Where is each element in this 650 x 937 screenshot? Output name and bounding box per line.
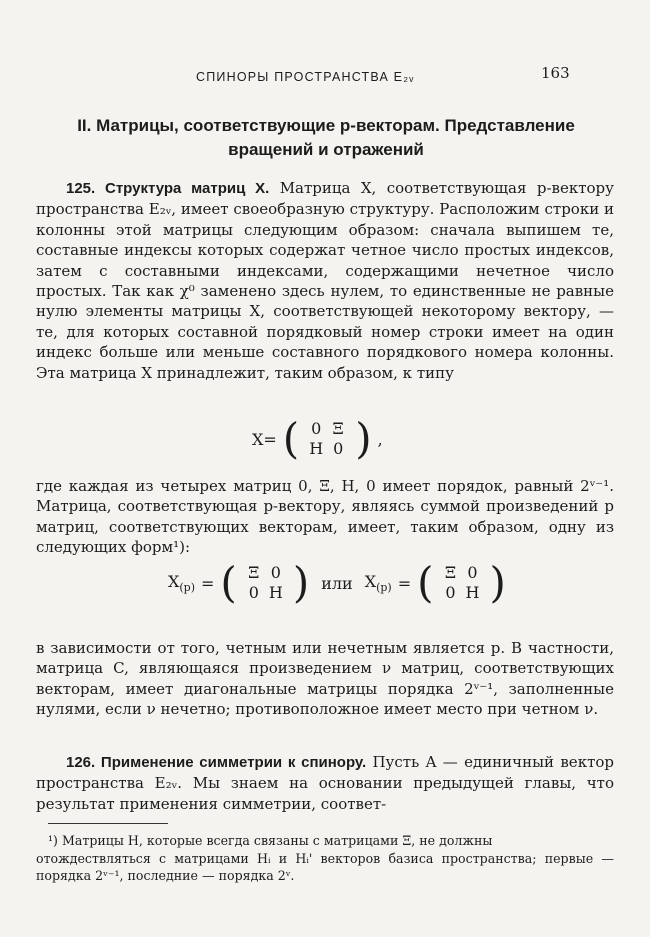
- section-heading: [36, 114, 616, 162]
- odd-block-matrix: [440, 563, 484, 603]
- or-word: или: [321, 573, 353, 593]
- matrix-cell: Ξ: [332, 419, 344, 438]
- formula-tail: ,: [377, 429, 383, 449]
- formula-x-even: $X_{(p)}$: [168, 571, 196, 595]
- running-title: СПИНОРЫ ПРОСТРАНСТВА E₂ᵥ: [196, 70, 415, 84]
- paragraph-125-heading: 125. Структура матриц X.: [66, 180, 270, 197]
- paragraph-125: [36, 178, 614, 383]
- matrix-cell: Ξ: [444, 563, 457, 582]
- matrix-cell: 0: [467, 563, 478, 582]
- section-title-line2: вращений и отражений: [228, 140, 424, 159]
- paragraph-125-text: Матрица X, соответствующая p-вектору пространства E₂ᵥ, имеет своеобразную структуру. Расположим строки и колонны этой матрицы следующим образом: сначала выпишем те, составные индексы которых содержат четное число простых индексов, затем с составными индексами, содержащими нечетное число простых. Так как χ⁰ заменено здесь нулем, то единственные не равные нулю элементы матрицы X, соответствующей некоторому вектору, — те, для которых составной порядковый номер строки имеет на один индекс больше или меньше составного порядкового номера колонны. Эта матрица X принадлежит, таким образом, к типу: [36, 179, 614, 382]
- footnote-line1: ¹) Матрицы H, которые всегда связаны с матрицами Ξ, не должны: [48, 833, 493, 848]
- even-block-matrix: [243, 563, 287, 603]
- equals-sign: =: [201, 573, 215, 593]
- formula-two-forms: $X_{(p)}$ = ( Ξ 0 0 H ) или $X_{(p)}$ = ( Ξ 0 0 H ): [168, 558, 506, 607]
- paragraph-parity: [36, 638, 614, 720]
- matrix-cell: H: [268, 583, 283, 602]
- paragraph-forms-text: где каждая из четырех матриц 0, Ξ, H, 0 имеет порядок, равный 2ᵛ⁻¹. Матрица, соответствующая p-вектору, являясь суммой произведений p матриц, соответствующих векторам, имеет, таким образом, одну из следующих форм¹):: [36, 477, 614, 557]
- paragraph-forms: [36, 476, 614, 558]
- running-header: [0, 64, 650, 88]
- section-title-line1: II. Матрицы, соответствующие p-векторам. Представление: [77, 116, 575, 135]
- formula-x-odd: $X_{(p)}$: [364, 571, 392, 595]
- matrix-cell: 0: [311, 419, 322, 438]
- matrix-cell: H: [309, 439, 324, 458]
- matrix-cell: 0: [270, 563, 281, 582]
- formula-lhs: X=: [252, 429, 277, 449]
- matrix-cell: 0: [445, 583, 456, 602]
- footnote-line2: отождествляться с матрицами Hᵢ и Hᵢ' векторов базиса пространства; первые — порядка 2ᵛ⁻¹, последние — порядка 2ᵛ.: [36, 850, 614, 883]
- block-matrix: [305, 419, 349, 459]
- paragraph-126-heading: 126. Применение симметрии к спинору.: [66, 754, 367, 771]
- paragraph-126-text: Пусть A — единичный вектор пространства E₂ᵥ. Мы знаем на основании предыдущей главы, что результат применения симметрии, соответ-: [36, 753, 614, 813]
- paragraph-126: [36, 752, 614, 814]
- matrix-cell: Ξ: [248, 563, 260, 582]
- page-number: 163: [541, 64, 570, 82]
- paragraph-parity-text: в зависимости от того, четным или нечетным является p. В частности, матрица C, являющаяся произведением ν матриц, соответствующих векторам, имеет диагональные матрицы порядка 2ᵛ⁻¹, заполненные нулями, если ν нечетно; противоположное имеет место при четном ν.: [36, 639, 614, 719]
- matrix-cell: 0: [248, 583, 259, 602]
- matrix-cell: 0: [333, 439, 344, 458]
- equals-sign: =: [397, 573, 412, 593]
- footnote: [36, 832, 614, 885]
- formula-matrix-type: X= ( 0 Ξ H 0 ) ,: [252, 414, 383, 463]
- footnote-rule: [48, 823, 168, 824]
- matrix-cell: H: [465, 583, 480, 602]
